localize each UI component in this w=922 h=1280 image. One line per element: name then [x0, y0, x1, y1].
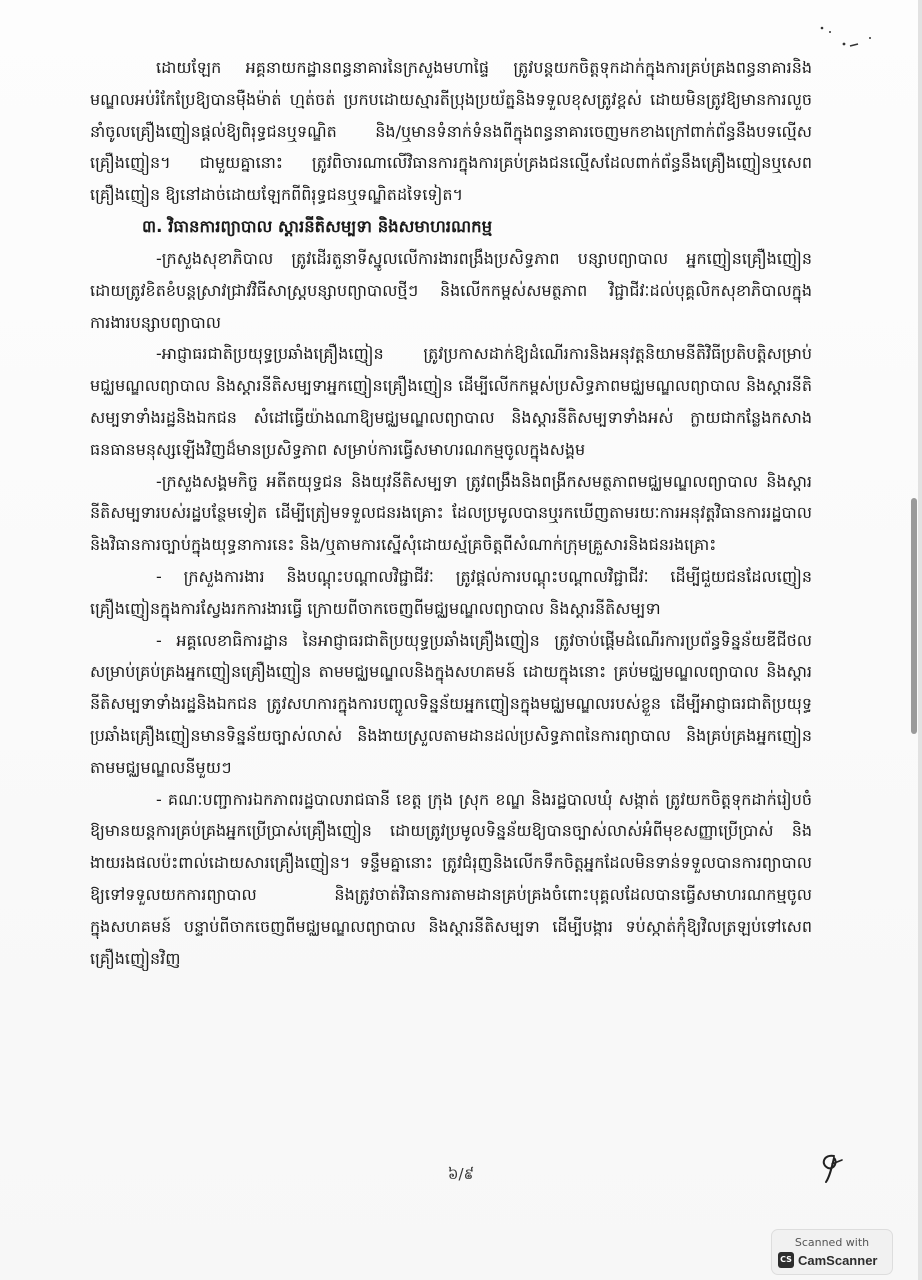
intro-paragraph: ដោយឡែក អគ្គនាយកដ្ឋានពន្ធនាគារនៃក្រសួងមហាផ្ទៃ ត្រូវបន្តយកចិត្តទុកដាក់ក្នុងការគ្រប់គ្រងពន្ធនាគារនិងមណ្ឌលអប់រំកែប្រែឱ្យបានម៉ឺងម៉ាត់ ហ្មត់ចត់ ប្រកបដោយស្មារតីប្រុងប្រយ័ត្ននិងទទួលខុសត្រូវខ្ពស់ ដោយមិនត្រូវឱ្យមានការលួចនាំចូលគ្រឿងញៀនផ្តល់ឱ្យពិរុទ្ធជនឬទណ្ឌិត និង/ឬមានទំនាក់ទំនងពីក្នុងពន្ធនាគារចេញមកខាងក្រៅពាក់ព័ន្ធនឹងបទល្មើសគ្រឿងញៀន។ ជាមួយគ្នានោះ ត្រូវពិចារណាលើវិធានការក្នុងការគ្រប់គ្រងជនល្មើសដែលពាក់ព័ន្ធនឹងគ្រឿងញៀនឬសេពគ្រឿងញៀន ឱ្យនៅដាច់ដោយឡែកពីពិរុទ្ធជនឬទណ្ឌិតដទៃទៀត។ — [90, 58, 812, 205]
window-edge — [918, 0, 922, 1280]
page-number: ៦/៩ — [447, 1165, 475, 1183]
handwritten-initial — [812, 1150, 848, 1186]
corner-scan-marks — [812, 18, 892, 58]
camscanner-logo-row — [778, 1251, 890, 1269]
bullet-labour-ministry: - ក្រសួងការងារ និងបណ្តុះបណ្តាលវិជ្ជាជីវៈ ត្រូវផ្តល់ការបណ្តុះបណ្តាលវិជ្ជាជីវៈ ដើម្បីជួយជនដែលញៀនគ្រឿងញៀនក្នុងការស្វែងរកការងារធ្វើ ក្រោយពីចាកចេញពីមជ្ឈមណ្ឌលព្យាបាល និងស្តារនីតិសម្បទា — [90, 566, 812, 618]
document-body — [90, 52, 812, 974]
camscanner-badge — [772, 1230, 892, 1274]
scanned-with-label: Scanned with — [794, 1236, 870, 1249]
section-heading: ៣. វិធានការព្យាបាល ស្តារនីតិសម្បទា និងសមាហរណកម្ម — [142, 216, 493, 236]
bullet-social-affairs: -ក្រសួងសង្គមកិច្ច អតីតយុទ្ធជន និងយុវនីតិសម្បទា ត្រូវពង្រឹងនិងពង្រីកសមត្ថភាពមជ្ឈមណ្ឌលព្យាបាល និងស្តារនីតិសម្បទារបស់រដ្ឋបន្ថែមទៀត ដើម្បីត្រៀមទទួលជនរងគ្រោះ ដែលប្រមូលបានឬរកឃើញតាមរយៈការអនុវត្តវិធានការរដ្ឋបាលនិងវិធានការច្បាប់ក្នុងយុទ្ធនាការនេះ និង/ឬតាមការស្នើសុំដោយស្ម័គ្រចិត្តពីសំណាក់ក្រុមគ្រួសារនិងជនរងគ្រោះ — [90, 471, 812, 555]
camscanner-icon: CS — [778, 1252, 794, 1268]
bullet-health-ministry: -ក្រសួងសុខាភិបាល ត្រូវដើរតួនាទីស្នូលលើការងារពង្រឹងប្រសិទ្ធភាព បន្សាបព្យាបាល អ្នកញៀនគ្រឿងញៀន ដោយត្រូវខិតខំបន្តស្រាវជ្រាវវិធីសាស្ត្របន្សាបព្យាបាលថ្មីៗ និងលើកកម្ពស់សមត្ថភាព វិជ្ជាជីវៈដល់បុគ្គលិកសុខាភិបាលក្នុងការងារបន្សាបព្យាបាល — [90, 248, 812, 332]
bullet-secretariat: - អគ្គលេខាធិការដ្ឋាន នៃអាជ្ញាធរជាតិប្រយុទ្ធប្រឆាំងគ្រឿងញៀន ត្រូវចាប់ផ្តើមដំណើរការប្រព័ន្ធទិន្នន័យឌីជីថលសម្រាប់គ្រប់គ្រងអ្នកញៀនគ្រឿងញៀន តាមមជ្ឈមណ្ឌលនិងក្នុងសហគមន៍ ដោយក្នុងនោះ គ្រប់មជ្ឈមណ្ឌលព្យាបាល និងស្តារនីតិសម្បទាទាំងរដ្ឋនិងឯកជន ត្រូវសហការក្នុងការបញ្ចូលទិន្នន័យអ្នកញៀនក្នុងមជ្ឈមណ្ឌលរបស់ខ្លួន ដើម្បីអាជ្ញាធរជាតិប្រយុទ្ធប្រឆាំងគ្រឿងញៀនមានទិន្នន័យច្បាស់លាស់ និងងាយស្រួលតាមដានដល់ប្រសិទ្ធភាពនៃការព្យាបាល និងគ្រប់គ្រងអ្នកញៀនតាមមជ្ឈមណ្ឌលនីមួយៗ — [90, 630, 812, 777]
bullet-nacd: -អាជ្ញាធរជាតិប្រយុទ្ធប្រឆាំងគ្រឿងញៀន ត្រូវប្រកាសដាក់ឱ្យដំណើរការនិងអនុវត្តនិយាមនីតិវិធីប្រតិបត្តិសម្រាប់មជ្ឈមណ្ឌលព្យាបាល និងស្តារនីតិសម្បទាអ្នកញៀនគ្រឿងញៀន ដើម្បីលើកកម្ពស់ប្រសិទ្ធភាពមជ្ឈមណ្ឌលព្យាបាល និងស្តារនីតិសម្បទាទាំងរដ្ឋនិងឯកជន សំដៅធ្វើយ៉ាងណាឱ្យមជ្ឈមណ្ឌលព្យាបាល និងស្តារនីតិសម្បទាទាំងអស់ ក្លាយជាកន្លែងកសាងធនធានមនុស្សឡើងវិញដ៏មានប្រសិទ្ធភាព សម្រាប់ការធ្វើសមាហរណកម្មចូលក្នុងសង្គម — [90, 344, 812, 459]
bullet-local-admin: - គណៈបញ្ជាការឯកភាពរដ្ឋបាលរាជធានី ខេត្ត ក្រុង ស្រុក ខណ្ឌ និងរដ្ឋបាលឃុំ សង្កាត់ ត្រូវយកចិត្តទុកដាក់រៀបចំឱ្យមានយន្តការគ្រប់គ្រងអ្នកប្រើប្រាស់គ្រឿងញៀន ដោយត្រូវប្រមូលទិន្នន័យឱ្យបានច្បាស់លាស់អំពីមុខសញ្ញាប្រើប្រាស់ និងងាយរងផលប៉ះពាល់ដោយសារគ្រឿងញៀន។ ទន្ទឹមគ្នានោះ ត្រូវជំរុញនិងលើកទឹកចិត្តអ្នកដែលមិនទាន់ទទួលបានការព្យាបាល ឱ្យទៅទទួលយកការព្យាបាល និងត្រូវចាត់វិធានការតាមដានគ្រប់គ្រងចំពោះបុគ្គលដែលបានធ្វើសមាហរណកម្មចូលក្នុងសហគមន៍ បន្ទាប់ពីចាកចេញពីមជ្ឈមណ្ឌលព្យាបាល និងស្តារនីតិសម្បទា ដើម្បីបង្ការ ទប់ស្កាត់កុំឱ្យវិលត្រឡប់ទៅសេពគ្រឿងញៀនវិញ — [90, 789, 812, 968]
scrollbar-thumb[interactable] — [911, 498, 917, 734]
camscanner-brand: CamScanner — [798, 1252, 878, 1268]
